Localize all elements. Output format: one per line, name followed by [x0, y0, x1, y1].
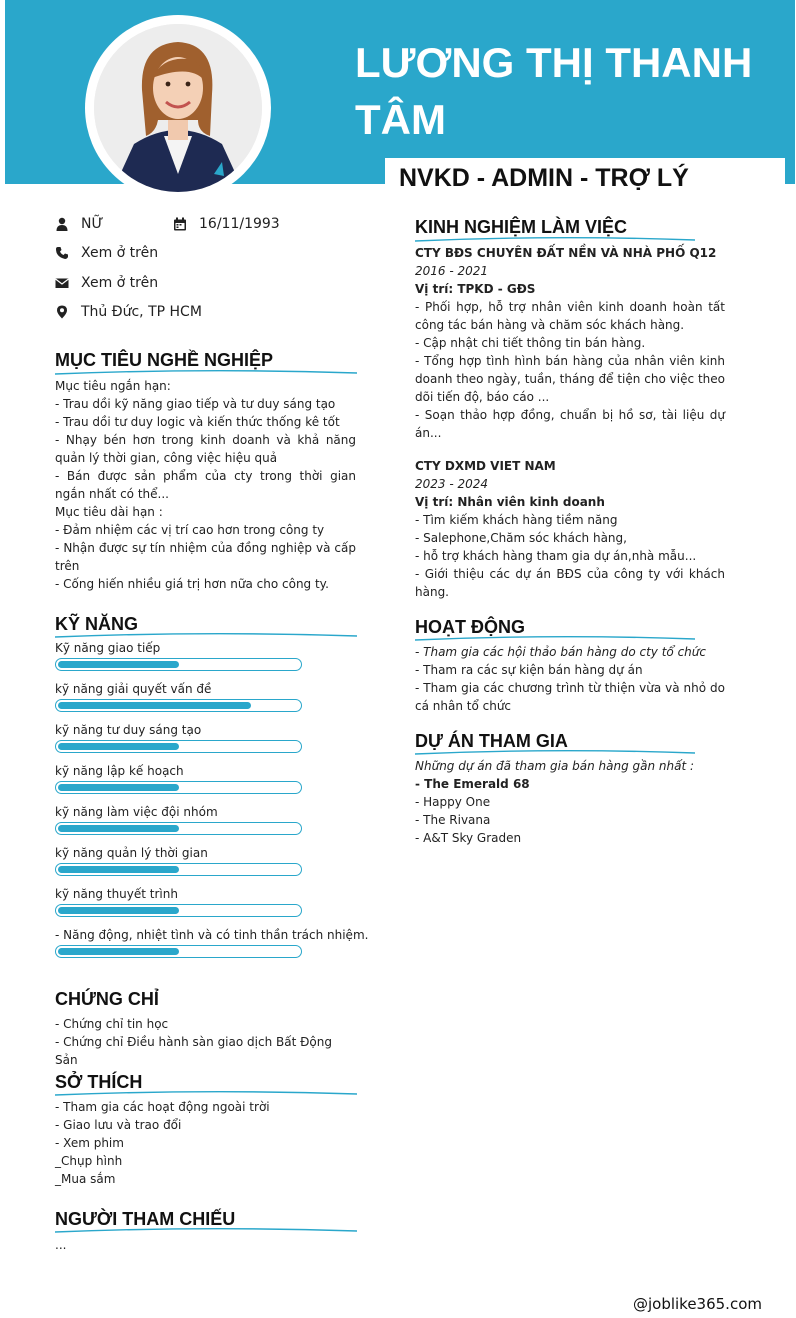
objective-line: - Cống hiến nhiều giá trị hơn nữa cho công ty. — [55, 577, 329, 591]
experience-underline — [415, 236, 695, 244]
job-period: 2016 - 2021 — [415, 264, 489, 278]
objective-title: MỤC TIÊU NGHỀ NGHIỆP — [55, 350, 274, 370]
email-value: Xem ở trên — [81, 275, 159, 291]
skill-label: kỹ năng giải quyết vấn đề — [55, 682, 212, 696]
footer-brand[interactable]: @joblike365.com — [632, 1295, 762, 1313]
skill-bar-fill — [58, 907, 179, 914]
project-line: - Happy One — [415, 795, 491, 809]
address-value: Thủ Đức, TP HCM — [81, 304, 202, 320]
dob-info — [173, 216, 280, 232]
avatar-portrait — [94, 24, 262, 192]
skill-bar-fill — [58, 948, 179, 955]
activities-title: HOẠT ĐỘNG — [415, 617, 525, 637]
objective-line: - Bán được sản phẩm của cty trong thời gian ngắn nhất có thể... — [55, 469, 356, 501]
activity-line: - Tham gia các chương trình từ thiện vừa và nhỏ do cá nhân tổ chức — [415, 681, 725, 713]
envelope-icon — [55, 276, 69, 290]
skill-bar — [55, 740, 302, 753]
skill-bar — [55, 658, 302, 671]
job-line: - Soạn thảo hợp đồng, chuẩn bị hồ sơ, tài liệu dự án... — [415, 408, 725, 440]
skill-bar-fill — [58, 702, 251, 709]
skill-bar — [55, 863, 302, 876]
objective-line: - Nhạy bén hơn trong kinh doanh và khả năng quản lý thời gian, công việc hiệu quả — [55, 433, 356, 465]
job-period: 2023 - 2024 — [415, 477, 489, 491]
objective-line: Mục tiêu ngắn hạn: — [55, 379, 171, 393]
skill-bar-fill — [58, 825, 179, 832]
skill-bar-fill — [58, 661, 179, 668]
candidate-name: LƯƠNG THỊ THANH TÂM — [355, 39, 753, 143]
project-highlight: - The Emerald 68 — [415, 777, 530, 791]
objective-line: Mục tiêu dài hạn : — [55, 505, 163, 519]
projects-intro: Những dự án đã tham gia bán hàng gần nhất : — [415, 759, 695, 773]
job-line: - Phối hợp, hỗ trợ nhân viên kinh doanh hoàn tất công tác bán hàng và chăm sóc khách hàng. — [415, 300, 725, 332]
location-pin-icon — [55, 305, 69, 319]
objective-line: - Trau dồi tư duy logic và kiến thức thống kê tốt — [55, 415, 340, 429]
objective-line: - Nhận được sự tín nhiệm của đồng nghiệp và cấp trên — [55, 541, 356, 573]
certificates-title: CHỨNG CHỈ — [55, 989, 159, 1009]
objective-line: - Đảm nhiệm các vị trí cao hơn trong công ty — [55, 523, 325, 537]
skill-label: Kỹ năng giao tiếp — [55, 641, 161, 655]
position-title: NVKD - ADMIN - TRỢ LÝ — [399, 164, 689, 192]
skill-label: kỹ năng tư duy sáng tạo — [55, 723, 202, 737]
gender-value: NỮ — [81, 216, 104, 232]
job-company: CTY DXMD VIET NAM — [415, 459, 556, 473]
hobby-line: _Chụp hình — [55, 1154, 123, 1168]
phone-value: Xem ở trên — [81, 245, 159, 261]
job-line: - Giới thiệu các dự án BĐS của công ty với khách hàng. — [415, 567, 725, 599]
hobby-line: - Giao lưu và trao đổi — [55, 1118, 182, 1132]
hobbies-title: SỞ THÍCH — [55, 1072, 143, 1092]
objective-block — [55, 377, 356, 593]
dob-value: 16/11/1993 — [199, 216, 280, 232]
skill-label: - Năng động, nhiệt tình và có tinh thần trách nhiệm. — [55, 928, 369, 942]
activity-line: - Tham gia các hội thảo bán hàng do cty tổ chức — [415, 645, 706, 659]
skill-bar-fill — [58, 743, 179, 750]
job-entry — [415, 244, 725, 442]
skills-title: KỸ NĂNG — [55, 614, 139, 634]
certificates-block — [55, 1015, 356, 1069]
hobbies-block — [55, 1098, 356, 1188]
job-entry — [415, 457, 725, 601]
projects-title: DỰ ÁN THAM GIA — [415, 731, 568, 751]
phone-info — [55, 245, 158, 261]
email-info — [55, 275, 158, 291]
skill-bar — [55, 781, 302, 794]
calendar-icon — [173, 217, 187, 231]
hobby-line: _Mua sắm — [55, 1172, 116, 1186]
job-line: - Cập nhật chi tiết thông tin bán hàng. — [415, 336, 646, 350]
skill-bar-fill — [58, 866, 179, 873]
job-company: CTY BĐS CHUYÊN ĐẤT NỀN VÀ NHÀ PHỐ Q12 — [415, 246, 717, 260]
project-line: - The Rivana — [415, 813, 491, 827]
references-title: NGƯỜI THAM CHIẾU — [55, 1209, 236, 1229]
skills-underline — [55, 632, 357, 640]
job-role: Vị trí: TPKD - GĐS — [415, 282, 536, 296]
objective-line: - Trau dồi kỹ năng giao tiếp và tư duy sáng tạo — [55, 397, 336, 411]
job-role: Vị trí: Nhân viên kinh doanh — [415, 495, 605, 509]
hobbies-underline — [55, 1090, 357, 1098]
job-line: - Salephone,Chăm sóc khách hàng, — [415, 531, 627, 545]
projects-underline — [415, 749, 695, 757]
job-line: - Tổng hợp tình hình bán hàng của nhân viên kinh doanh theo ngày, tuần, tháng để tiện cho việc theo dõi tiến độ, báo cáo ... — [415, 354, 725, 404]
skill-label: kỹ năng quản lý thời gian — [55, 846, 208, 860]
project-line: - A&T Sky Graden — [415, 831, 522, 845]
skill-bar — [55, 699, 302, 712]
hobby-line: - Tham gia các hoạt động ngoài trời — [55, 1100, 270, 1114]
job-line: - hỗ trợ khách hàng tham gia dự án,nhà mẫu... — [415, 549, 697, 563]
skill-bar — [55, 945, 302, 958]
activities-block — [415, 643, 725, 715]
job-line: - Tìm kiếm khách hàng tiềm năng — [415, 513, 618, 527]
skill-bar — [55, 822, 302, 835]
phone-icon — [55, 246, 69, 260]
skill-label: kỹ năng thuyết trình — [55, 887, 178, 901]
certificate-line: - Chứng chỉ tin học — [55, 1017, 169, 1031]
address-info — [55, 304, 202, 320]
certificate-line: - Chứng chỉ Điều hành sàn giao dịch Bất Động Sản — [55, 1035, 332, 1067]
avatar — [94, 24, 262, 192]
projects-block — [415, 757, 725, 847]
references-text: ... — [55, 1238, 67, 1252]
skill-bar-fill — [58, 784, 179, 791]
skill-bar — [55, 904, 302, 917]
activities-underline — [415, 635, 695, 643]
experience-title: KINH NGHIỆM LÀM VIỆC — [415, 217, 628, 237]
activity-line: - Tham ra các sự kiện bán hàng dự án — [415, 663, 643, 677]
skill-label: kỹ năng làm việc đội nhóm — [55, 805, 218, 819]
objective-underline — [55, 369, 357, 377]
skill-label: kỹ năng lập kế hoạch — [55, 764, 184, 778]
user-icon — [55, 217, 69, 231]
references-underline — [55, 1227, 357, 1235]
hobby-line: - Xem phim — [55, 1136, 124, 1150]
gender-info — [55, 216, 103, 232]
